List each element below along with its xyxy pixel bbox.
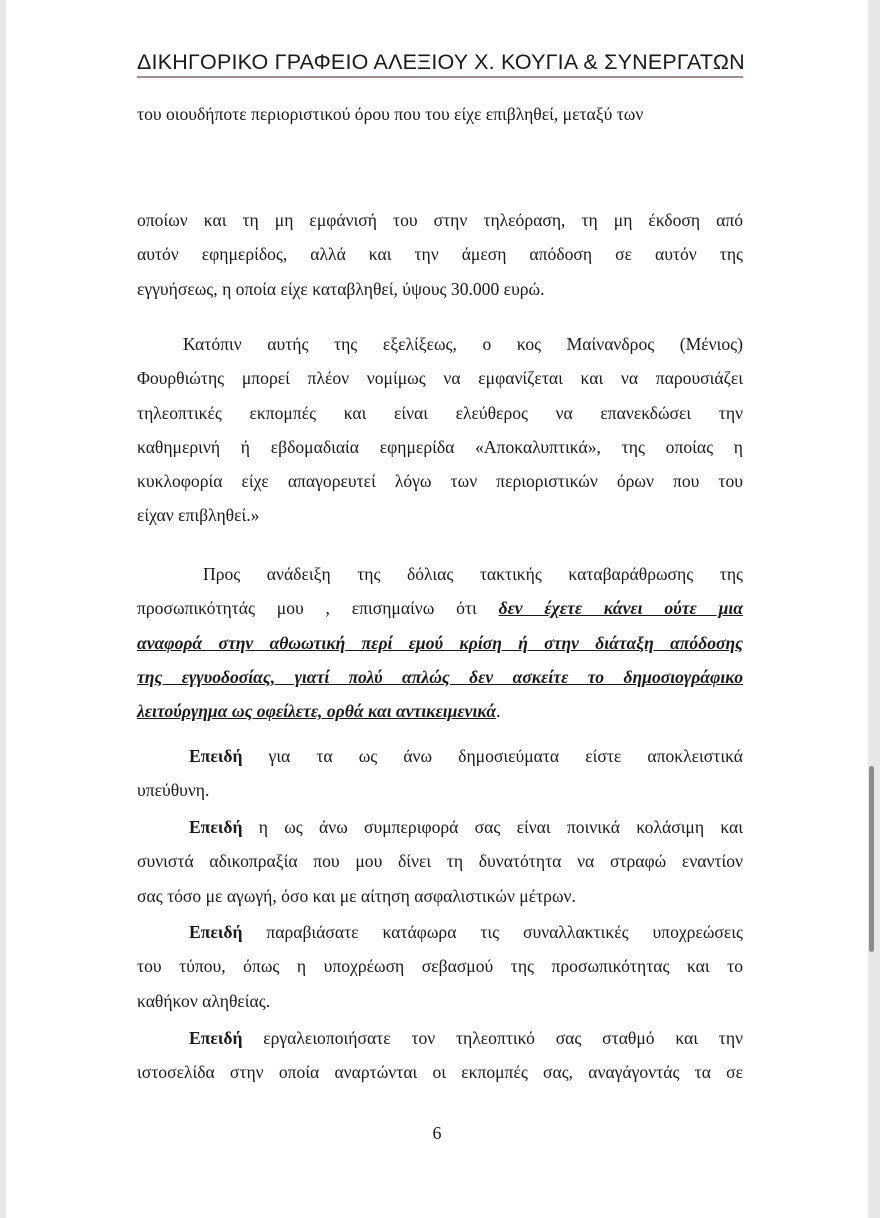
- paragraph-2-line-1: Κατόπιν αυτής της εξελίξεως, ο κος Μαίνανδρος (Μένιος): [183, 334, 743, 354]
- whereas-2-line-3: σας τόσο με αγωγή, όσο και με αίτηση ασφαλιστικών μέτρων.: [137, 885, 576, 906]
- paragraph-1: [137, 203, 743, 306]
- letterhead-divider: [137, 76, 743, 78]
- paragraph-1-line-3: εγγυήσεως, η οποία είχε καταβληθεί, ύψους 30.000 ευρώ.: [137, 278, 545, 299]
- paragraph-3-emphasis-line-5: λειτούργημα ως οφείλετε, ορθά και αντικειμενικά: [137, 701, 497, 722]
- whereas-1-line-2: υπεύθυνη.: [137, 780, 210, 801]
- paragraph-3-emphasis-line-4: της εγγυοδοσίας, γιατί πολύ απλώς δεν ασκείτε το δημοσιογράφικο: [137, 666, 743, 687]
- paragraph-2-line-5: κυκλοφορία είχε απαγορευτεί λόγω των περιοριστικών όρων που του: [137, 471, 743, 492]
- whereas-4-keyword: Επειδή: [189, 1028, 243, 1048]
- paragraph-3-line-2: [137, 591, 743, 625]
- page-number: 6: [432, 1123, 442, 1143]
- whereas-1-line-1: [137, 739, 743, 773]
- whereas-4-line-1-rest: εργαλειοποιήσατε τον τηλεοπτικό σας σταθμό και την: [242, 1028, 743, 1048]
- whereas-1-line-1-rest: για τα ως άνω δημοσιεύματα είστε αποκλειστικά: [242, 746, 743, 766]
- whereas-2-line-1-rest: η ως άνω συμπεριφορά σας είναι ποινικά κολάσιμη και: [242, 817, 743, 837]
- whereas-4-line-1: [137, 1021, 743, 1055]
- paragraph-2-line-3: τηλεοπτικές εκπομπές και είναι ελεύθερος να επανεκδώσει την: [137, 402, 743, 423]
- whereas-clause-1: [137, 739, 743, 808]
- whereas-4-line-2: ιστοσελίδα στην οποία αναρτώνται οι εκπομπές σας, αναγάγοντάς τα σε: [137, 1062, 743, 1083]
- paragraph-3: [137, 557, 743, 728]
- continuation-line: του οιουδήποτε περιοριστικού όρου που του είχε επιβληθεί, μεταξύ των: [137, 104, 644, 124]
- whereas-2-line-2: συνιστά αδικοπραξία που μου δίνει τη δυνατότητα να στραφώ εναντίον: [137, 851, 743, 872]
- paragraph-3-emphasis-line-3: αναφορά στην αθωωτική περί εμού κρίση ή στην διάταξη απόδοσης: [137, 632, 743, 653]
- whereas-2-keyword: Επειδή: [189, 817, 243, 837]
- paragraph-3-line-1: Προς ανάδειξη της δόλιας τακτικής καταβαράθρωσης της: [203, 564, 743, 584]
- letterhead-firm-name: ΔΙΚΗΓΟΡΙΚΟ ΓΡΑΦΕΙΟ ΑΛΕΞΙΟΥ Χ. ΚΟΥΓΙΑ & ΣΥΝΕΡΓΑΤΩΝ: [137, 50, 745, 74]
- paragraph-3-line-5-end: .: [496, 701, 501, 722]
- paragraph-3-line-3: [137, 626, 743, 660]
- paragraph-2-line-2: Φουρθιώτης μπορεί πλέον νομίμως να εμφανίζεται και να παρουσιάζει: [137, 368, 743, 389]
- whereas-clause-3: [137, 915, 743, 1018]
- vertical-scrollbar-thumb[interactable]: [869, 766, 874, 952]
- paragraph-2: [137, 327, 743, 533]
- paragraph-1-line-1: οποίων και τη μη εμφάνισή του στην τηλεόραση, τη μη έκδοση από: [137, 210, 743, 230]
- whereas-3-line-3: καθήκον αληθείας.: [137, 990, 271, 1011]
- paragraph-3-line-2-plain: προσωπικότητάς μου , επισημαίνω ότι: [137, 598, 499, 619]
- whereas-clause-4: [137, 1021, 743, 1090]
- whereas-3-keyword: Επειδή: [189, 922, 243, 942]
- whereas-3-line-2: του τύπου, όπως η υποχρέωση σεβασμού της προσωπικότητας και το: [137, 956, 743, 977]
- paragraph-2-line-6: είχαν επιβληθεί.»: [137, 505, 260, 526]
- whereas-clause-2: [137, 810, 743, 913]
- paragraph-3-line-4: [137, 660, 743, 694]
- whereas-3-line-1: [137, 915, 743, 949]
- continuation-text: [137, 97, 743, 131]
- whereas-1-keyword: Επειδή: [189, 746, 243, 766]
- whereas-2-line-1: [137, 810, 743, 844]
- whereas-3-line-1-rest: παραβιάσατε κατάφωρα τις συναλλακτικές υποχρεώσεις: [242, 922, 743, 942]
- paragraph-1-line-2: αυτόν εφημερίδος, αλλά και την άμεση απόδοση σε αυτόν της: [137, 244, 743, 265]
- paragraph-3-emphasis-start: δεν έχετε κάνει ούτε μια: [498, 598, 743, 619]
- paragraph-2-line-4: καθημερινή ή εβδομαδιαία εφημερίδα «Αποκαλυπτικά», της οποίας η: [137, 436, 743, 457]
- paragraph-3-line-5: [137, 694, 743, 728]
